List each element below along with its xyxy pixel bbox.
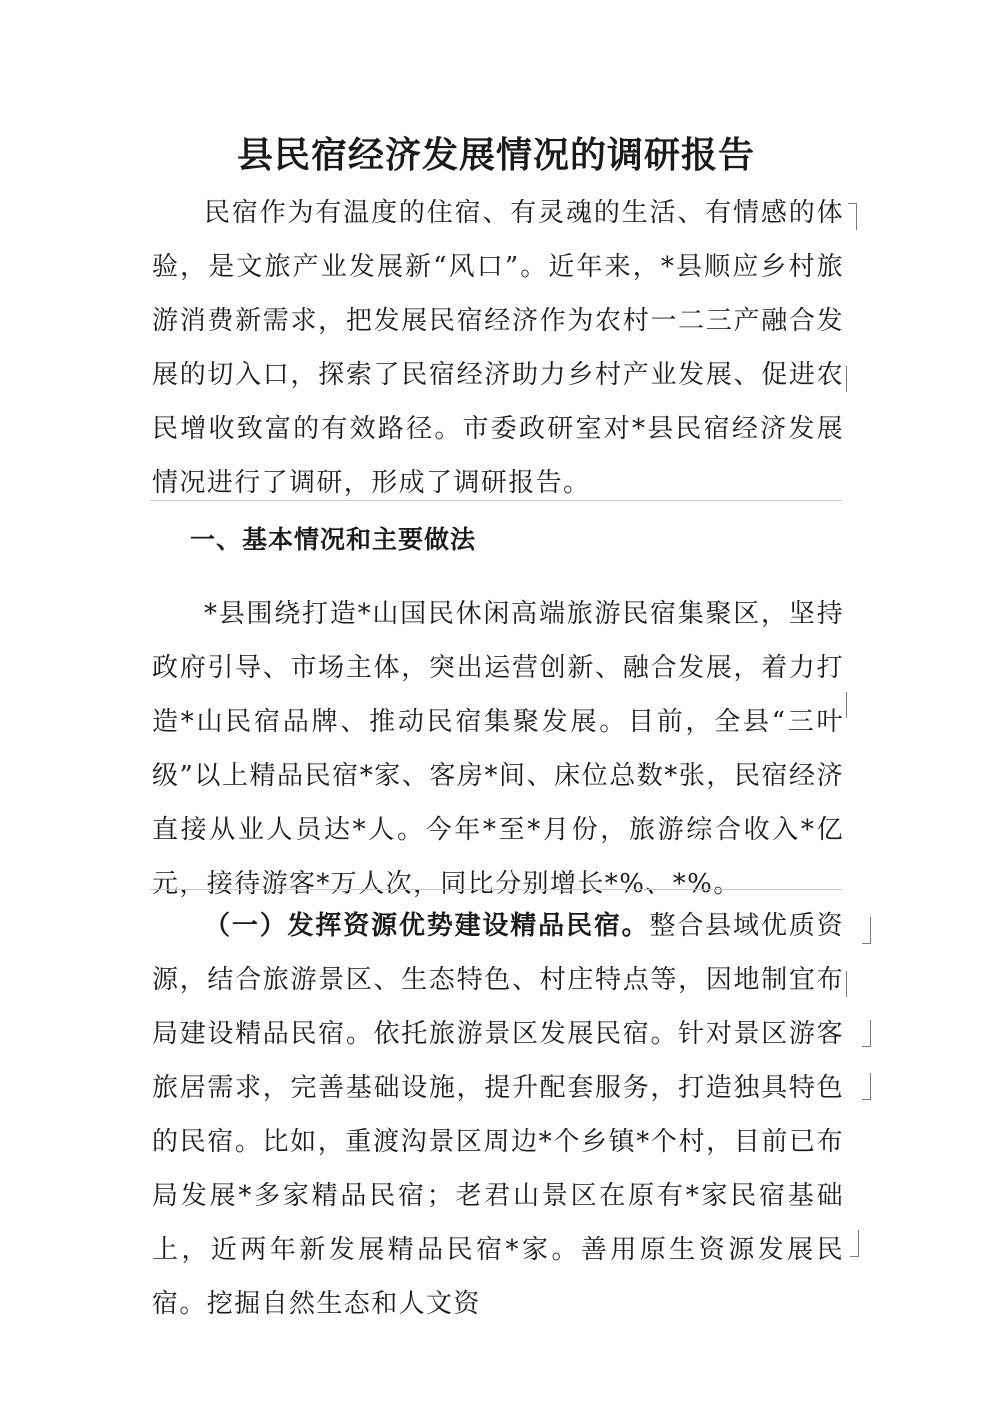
revision-mark	[850, 1230, 859, 1257]
revision-mark	[838, 366, 847, 392]
section-divider	[150, 889, 842, 890]
revision-mark	[838, 971, 847, 997]
subsection-paragraph	[152, 899, 844, 1331]
document-title: 县民宿经济发展情况的调研报告	[236, 135, 755, 176]
section-divider	[150, 500, 842, 501]
intro-paragraph: 民宿作为有温度的住宿、有灵魂的生活、有情感的体验，是文旅产业发展新“风口”。近年来，*县顺应乡村旅游消费新需求，把发展民宿经济作为农村一二三产融合发展的切入口，探索了民宿经济助力乡村产业发展、促进农民增收致富的有效路径。市委政研室对*县民宿经济发展情况进行了调研，形成了调研报告。	[152, 198, 844, 498]
revision-mark	[862, 1020, 871, 1047]
revision-mark	[862, 917, 871, 944]
subsection-body-text: 整合县域优质资源，结合旅游景区、生态特色、村庄特点等，因地制宜布局建设精品民宿。依托旅游景区发展民宿。针对景区游客旅居需求，完善基础设施，提升配套服务，打造独具特色的民宿。比如，重渡沟景区周边*个乡镇*个村，目前已布局发展*多家精品民宿；老君山景区在原有*家民宿基础上，近两年新发展精品民宿*家。善用原生资源发展民宿。挖掘自然生态和人文资	[152, 911, 844, 1319]
section-heading-basic-situation: 一、基本情况和主要做法	[190, 525, 477, 554]
revision-mark	[838, 692, 847, 718]
subsection-lead-heading: （一）发挥资源优势建设精品民宿。	[204, 911, 650, 941]
revision-mark	[862, 1073, 871, 1100]
revision-mark	[848, 203, 857, 230]
basic-situation-paragraph: *县围绕打造*山国民休闲高端旅游民宿集聚区，坚持政府引导、市场主体，突出运营创新、融合发展，着力打造*山民宿品牌、推动民宿集聚发展。目前，全县“三叶级”以上精品民宿*家、客房*间、床位总数*张，民宿经济直接从业人员达*人。今年*至*月份，旅游综合收入*亿元，接待游客*万人次，同比分别增长*%、*%。	[152, 599, 844, 899]
